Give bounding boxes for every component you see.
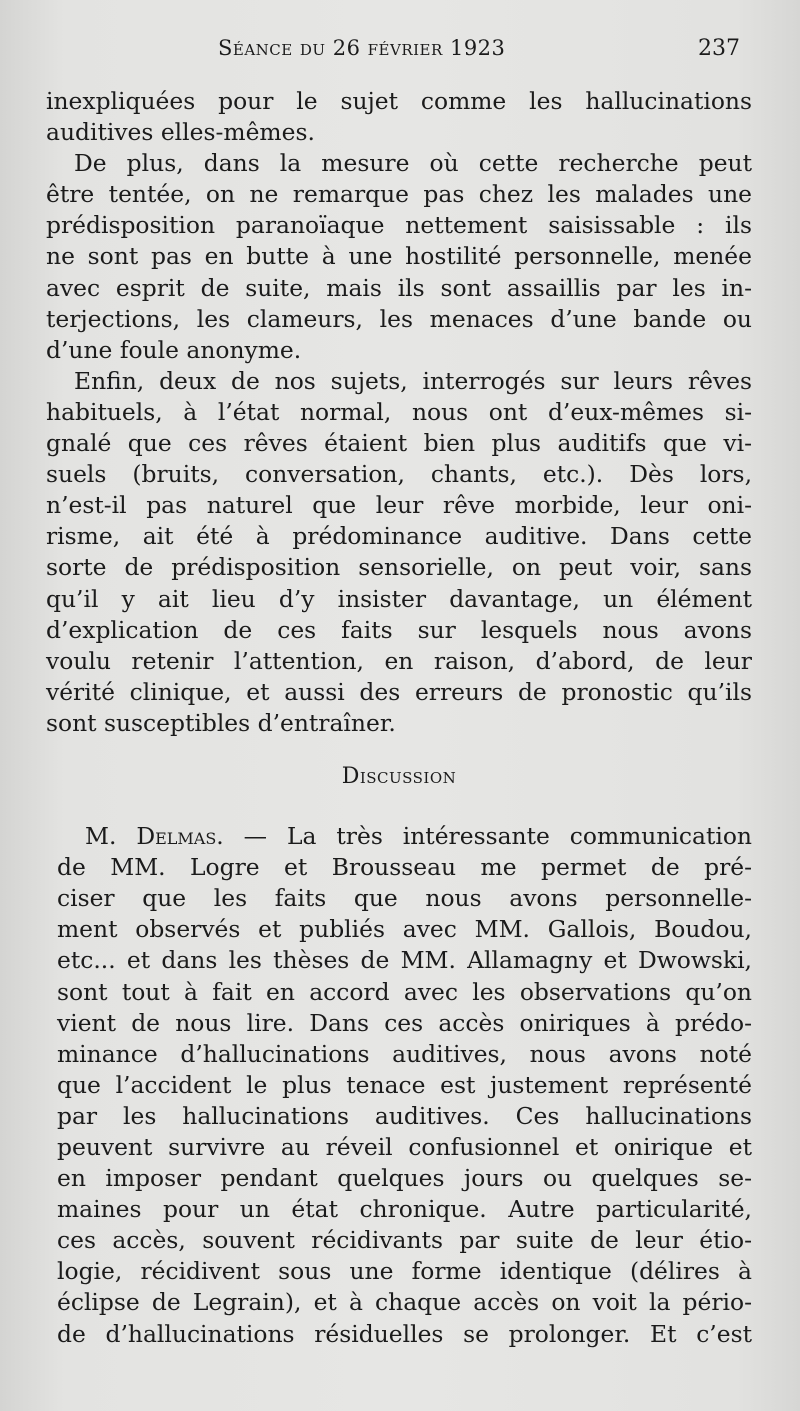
text-line: être tentée, on ne remarque pas chez les malades une xyxy=(46,180,752,209)
text-line: en imposer pendant quelques jours ou quelques se- xyxy=(57,1164,752,1193)
text-line: ne sont pas en butte à une hostilité personnelle, menée xyxy=(46,242,752,271)
text-line: logie, récidivent sous une forme identique (délires à xyxy=(57,1257,752,1286)
running-header xyxy=(48,36,740,76)
text-line: ciser que les faits que nous avons personnelle- xyxy=(57,884,752,913)
page-number: 237 xyxy=(698,36,740,61)
text-line: éclipse de Legrain), et à chaque accès on voit la pério- xyxy=(57,1288,752,1317)
text-line: sorte de prédisposition sensorielle, on peut voir, sans xyxy=(46,553,752,582)
text-line: De plus, dans la mesure où cette recherche peut xyxy=(74,149,752,178)
paragraph-1 xyxy=(46,86,752,148)
text-line: minance d’hallucinations auditives, nous avons noté xyxy=(57,1039,752,1068)
text-line: par les hallucinations auditives. Ces hallucinations xyxy=(57,1101,752,1130)
speaker-name: M. Delmas. xyxy=(85,822,224,851)
text-line: prédisposition paranoïaque nettement saisissable : ils xyxy=(46,211,752,240)
text-line: que l’accident le plus tenace est justement représenté xyxy=(57,1070,752,1099)
text-line: vérité clinique, et aussi des erreurs de pronostic qu’ils xyxy=(46,677,752,706)
text-line: terjections, les clameurs, les menaces d’une bande ou xyxy=(46,304,752,333)
speaker-text: — La très intéressante communication xyxy=(223,822,752,851)
text-line: gnalé que ces rêves étaient bien plus auditifs que vi- xyxy=(46,429,752,458)
body-text xyxy=(46,86,752,1350)
text-line: Enfin, deux de nos sujets, interrogés sur leurs rêves xyxy=(74,366,752,395)
text-line: sont susceptibles d’entraîner. xyxy=(46,708,396,737)
text-line: de MM. Logre et Brousseau me permet de pré- xyxy=(57,853,752,882)
paragraph-3 xyxy=(46,366,752,739)
text-line: d’explication de ces faits sur lesquels nous avons xyxy=(46,615,752,644)
text-line: d’une foule anonyme. xyxy=(46,335,302,364)
discussion-paragraph xyxy=(57,821,752,1350)
text-line: ment observés et publiés avec MM. Gallois, Boudou, xyxy=(57,915,752,944)
text-line: auditives elles-mêmes. xyxy=(46,118,315,147)
text-line xyxy=(57,821,752,852)
text-line: risme, ait été à prédominance auditive. Dans cette xyxy=(46,522,752,551)
text-line: sont tout à fait en accord avec les observations qu’on xyxy=(57,977,752,1006)
text-line: maines pour un état chronique. Autre particularité, xyxy=(57,1195,752,1224)
text-line: vient de nous lire. Dans ces accès oniriques à prédo- xyxy=(57,1008,752,1037)
text-line: ces accès, souvent récidivants par suite de leur étio- xyxy=(57,1226,752,1255)
text-line: habituels, à l’état normal, nous ont d’eux-mêmes si- xyxy=(46,397,752,426)
text-line: peuvent survivre au réveil confusionnel et onirique et xyxy=(57,1133,752,1161)
text-line: qu’il y ait lieu d’y insister davantage, un élément xyxy=(46,584,752,613)
text-line: de d’hallucinations résiduelles se prolonger. Et c’est xyxy=(57,1319,752,1348)
text-line: n’est-il pas naturel que leur rêve morbide, leur oni- xyxy=(46,491,752,520)
section-heading: Discussion xyxy=(341,763,457,789)
text-line: avec esprit de suite, mais ils sont assaillis par les in- xyxy=(46,273,752,302)
text-line: suels (bruits, conversation, chants, etc.). Dès lors, xyxy=(46,460,752,489)
text-line: etc... et dans les thèses de MM. Allamagny et Dwowski, xyxy=(57,946,752,975)
running-title: Séance du 26 février 1923 xyxy=(218,36,506,60)
paragraph-2 xyxy=(46,148,752,366)
text-line: voulu retenir l’attention, en raison, d’abord, de leur xyxy=(46,646,752,675)
text-line: inexpliquées pour le sujet comme les hallucinations xyxy=(46,87,752,115)
